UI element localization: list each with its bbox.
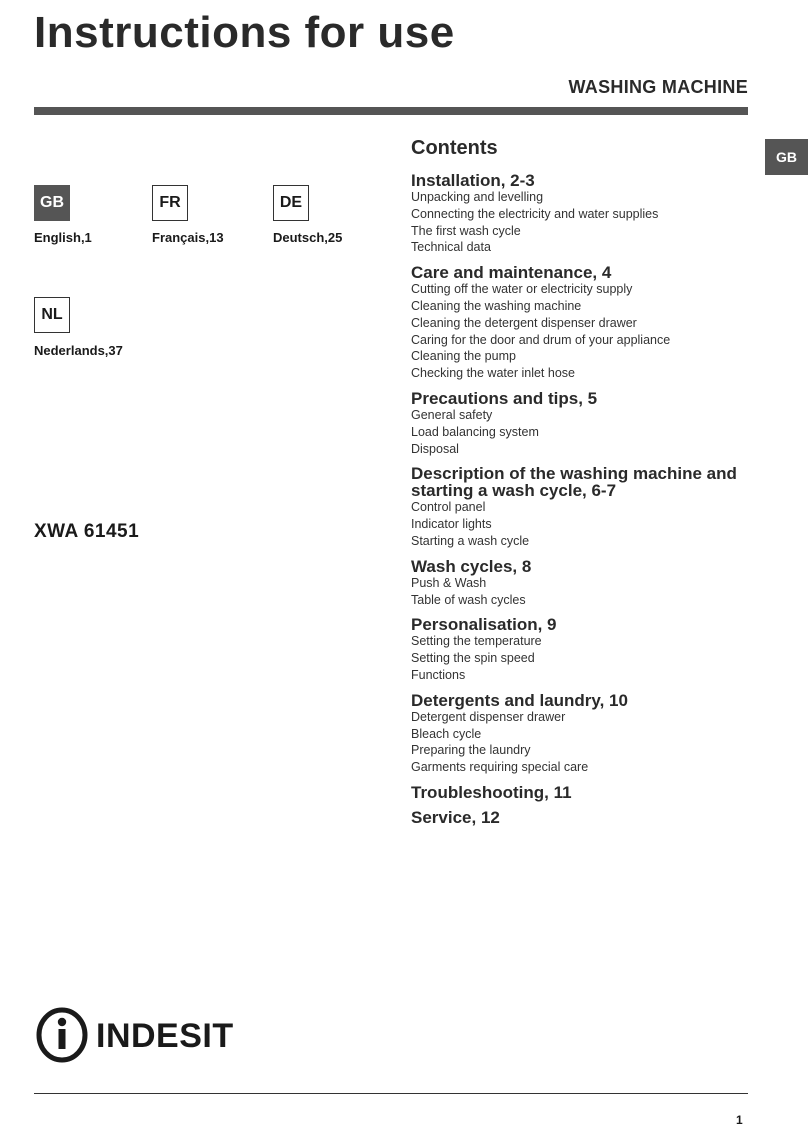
- toc-item[interactable]: Caring for the door and drum of your appliance: [411, 332, 671, 347]
- toc-section: [411, 558, 741, 609]
- toc-heading[interactable]: Service, 12: [411, 807, 500, 827]
- contents-title: Contents: [411, 137, 498, 159]
- toc-item[interactable]: Cleaning the pump: [411, 349, 516, 364]
- toc-item[interactable]: Technical data: [411, 240, 491, 255]
- toc-item[interactable]: Setting the temperature: [411, 634, 542, 649]
- lang-box-fr[interactable]: FR: [152, 185, 188, 221]
- toc-item[interactable]: General safety: [411, 407, 493, 422]
- toc-item[interactable]: Disposal: [411, 441, 459, 456]
- lang-label-gb[interactable]: English,1: [34, 230, 92, 245]
- toc-item[interactable]: The first wash cycle: [411, 223, 521, 238]
- toc-heading[interactable]: Description of the washing machine and starting a wash cycle, 6-7: [411, 464, 737, 501]
- toc-item[interactable]: Cutting off the water or electricity supply: [411, 282, 633, 297]
- lang-box-de[interactable]: DE: [273, 185, 309, 221]
- toc-section: [411, 616, 741, 683]
- toc-heading[interactable]: Wash cycles, 8: [411, 556, 532, 576]
- header-divider: [34, 107, 748, 115]
- toc-item[interactable]: Indicator lights: [411, 517, 492, 532]
- indesit-logo: [34, 1007, 254, 1063]
- toc-item[interactable]: Unpacking and levelling: [411, 190, 544, 204]
- toc-item[interactable]: Functions: [411, 667, 466, 682]
- toc-section: [411, 465, 741, 549]
- language-side-tab: GB: [765, 139, 808, 175]
- toc-section: [411, 264, 741, 382]
- toc-heading[interactable]: Installation, 2-3: [411, 171, 535, 190]
- toc-item[interactable]: Table of wash cycles: [411, 592, 526, 607]
- model-number: XWA 61451: [34, 521, 140, 542]
- logo-stem: [59, 1029, 66, 1049]
- lang-label-fr[interactable]: Français,13: [152, 230, 224, 245]
- toc-item[interactable]: Push & Wash: [411, 575, 487, 590]
- toc-section: [411, 784, 741, 801]
- table-of-contents: [411, 172, 741, 834]
- toc-item[interactable]: Garments requiring special care: [411, 760, 589, 775]
- toc-heading[interactable]: Care and maintenance, 4: [411, 263, 612, 283]
- toc-section: [411, 809, 741, 826]
- lang-label-de[interactable]: Deutsch,25: [273, 230, 343, 245]
- toc-section: [411, 692, 741, 776]
- toc-item[interactable]: Cleaning the washing machine: [411, 298, 582, 313]
- toc-section: [411, 172, 741, 256]
- toc-item[interactable]: Starting a wash cycle: [411, 533, 530, 548]
- lang-box-nl[interactable]: NL: [34, 297, 70, 333]
- logo-wordmark: INDESIT: [96, 1017, 234, 1055]
- toc-item[interactable]: Connecting the electricity and water supplies: [411, 206, 659, 221]
- toc-heading[interactable]: Detergents and laundry, 10: [411, 690, 628, 710]
- toc-heading[interactable]: Precautions and tips, 5: [411, 388, 598, 408]
- toc-item[interactable]: Cleaning the detergent dispenser drawer: [411, 315, 637, 330]
- toc-item[interactable]: Setting the spin speed: [411, 651, 535, 666]
- page-title: Instructions for use: [34, 8, 455, 57]
- toc-heading[interactable]: Troubleshooting, 11: [411, 782, 572, 802]
- toc-heading[interactable]: Personalisation, 9: [411, 615, 557, 635]
- toc-item[interactable]: Load balancing system: [411, 424, 539, 439]
- page-number: 1: [736, 1113, 743, 1127]
- toc-section: [411, 390, 741, 457]
- toc-item[interactable]: Detergent dispenser drawer: [411, 709, 566, 724]
- product-type-label: WASHING MACHINE: [568, 77, 748, 97]
- toc-item[interactable]: Checking the water inlet hose: [411, 366, 575, 381]
- toc-item[interactable]: Control panel: [411, 500, 486, 515]
- logo-dot: [58, 1018, 66, 1026]
- lang-label-nl[interactable]: Nederlands,37: [34, 343, 123, 358]
- toc-item[interactable]: Bleach cycle: [411, 726, 482, 741]
- lang-box-gb[interactable]: GB: [34, 185, 70, 221]
- toc-item[interactable]: Preparing the laundry: [411, 743, 531, 758]
- footer-divider: [34, 1093, 748, 1094]
